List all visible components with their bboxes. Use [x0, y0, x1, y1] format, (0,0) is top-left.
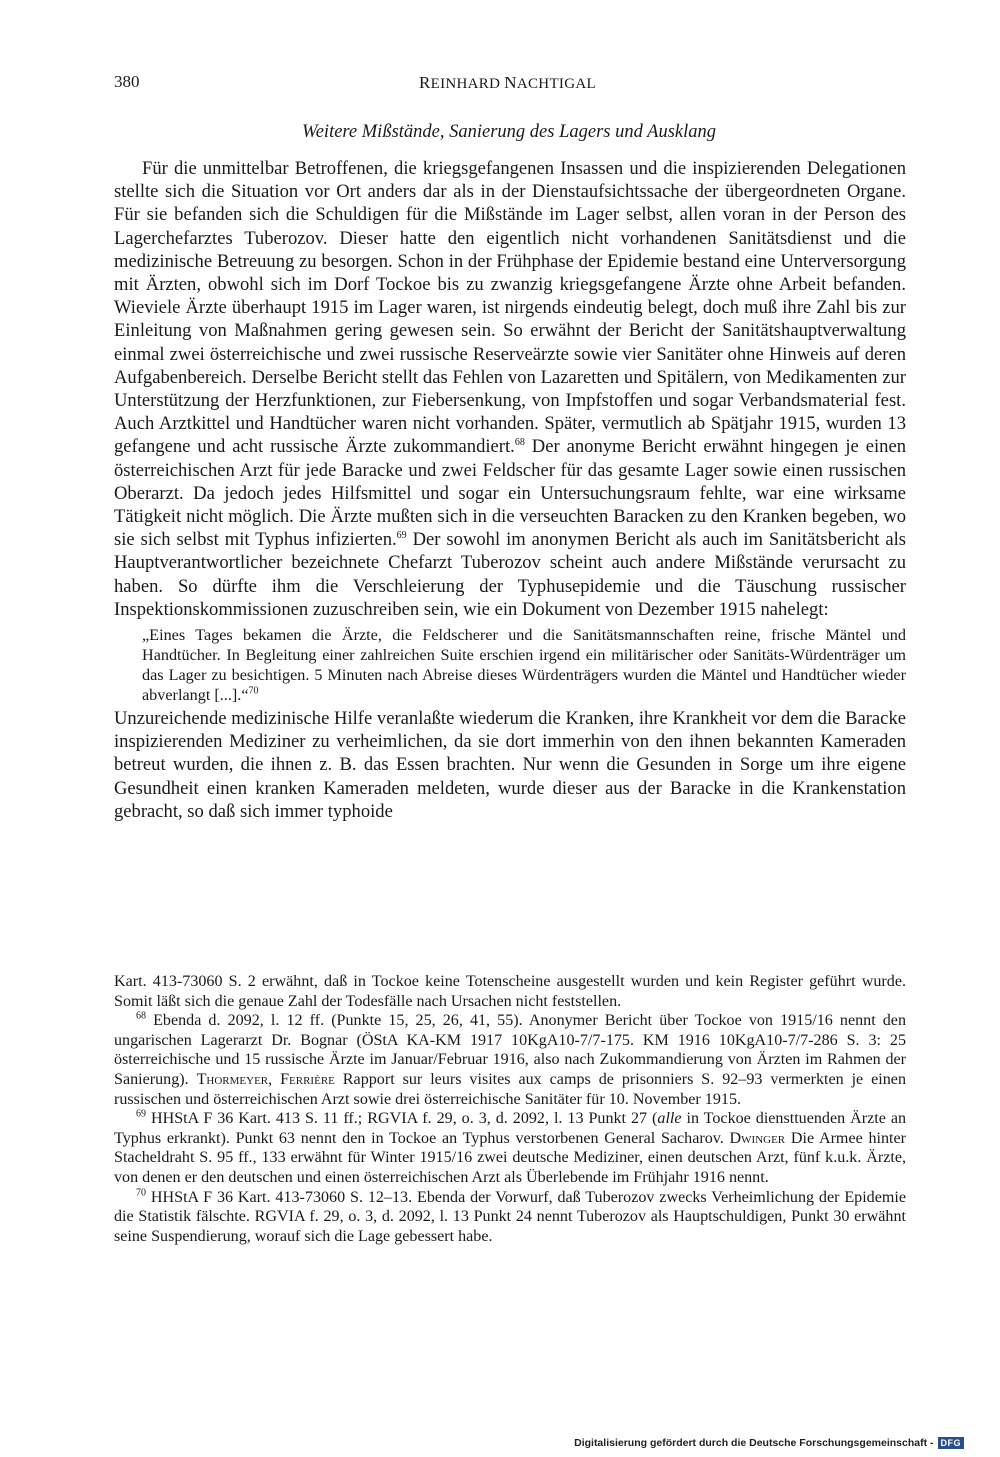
paragraph-1	[114, 157, 906, 621]
page-header	[114, 72, 914, 98]
footnote-68-text: Ebenda d. 2092, l. 12 ff. (Punkte 15, 25, 26, 41, 55). Anonymer Bericht über Tockoe von 1915/16 nennt den ungarischen Lagerarzt Dr. Bognar (ÖStA KA-KM 1917 10KgA10-7/7-175. KM 1916 10KgA10-7/7-286 S. 3: 25 österreichische und 15 russische Ärzte im Januar/Februar 1916, also nach Zukommandierung von Ärzten im Rahmen der Sanierung).	[114, 1012, 906, 1088]
running-head-rest-1: EINHARD	[430, 76, 501, 92]
footnote-68-tail: Rapport sur leurs visites aux camps de prisonniers S. 92–93 vermerkten je einen russischen und österreichischen Arzt sowie drei österreichische Sanitäter für 10. November 1915.	[114, 1070, 906, 1108]
footnote-69-text-2: in Tockoe diensttuenden Ärzte an Typhus erkrankt). Punkt 63 nennt den in Tockoe an Typhus verstorbenen General Sacharov.	[114, 1110, 907, 1147]
footnote-70	[114, 1188, 906, 1247]
footnote-ref-69: 69	[396, 530, 407, 542]
paragraph-1-part-3: Der sowohl im anonymen Bericht als auch im Sanitätsbericht als Hauptverantwortlicher bezeichnete Chefarzt Tuberozov scheint auch andere Mißstände verursacht zu haben. So dürfte ihm die Verschleierung der Typhusepidemie und die Täuschung russischer Inspektionskommissionen zuzuschreiben sein, wie ein Dokument von Dezember 1915 nahelegt:	[114, 529, 906, 620]
footnote-69-number: 69	[136, 1108, 146, 1120]
paragraph-1-part-2: Der anonyme Bericht erwähnt hingegen je einen österreichischen Arzt für jede Baracke und zwei Feldscher für das gesamte Lager sowie einen russischen Oberarzt. Da jedoch jedes Hilfsmittel und sogar ein Untersuchungsraum fehlte, war eine wirksame Tätigkeit nicht möglich. Die Ärzte mußten sich in die verseuchten Baracken zu den Kranken begeben, wo sie sich selbst mit Typhus infizierten.	[114, 436, 906, 551]
footnote-69-tail: Die Armee hinter Stacheldraht S. 95 ff., 133 erwähnt für Winter 1915/16 zwei deutsche Mediziner, einen deutschen Arzt, fünf k.u.k. Ärzte, von denen er den deutschen und einen österreichischen Arzt als Überlebende im Frühjahr 1916 nennt.	[114, 1129, 906, 1186]
running-head-rest-2: ACHTIGAL	[516, 76, 596, 92]
body-text	[114, 157, 906, 823]
running-head-initial-1: R	[419, 73, 431, 92]
footnotes	[114, 972, 906, 1246]
footnote-70-text: HHStA F 36 Kart. 413-73060 S. 12–13. Ebenda der Vorwurf, daß Tuberozov zwecks Verheimlichung der Epidemie die Statistik fälschte. RGVIA f. 29, o. 3, d. 2092, l. 13 Punkt 24 nennt Tuberozov als Hauptschuldigen, Punkt 30 erwähnt seine Suspendierung, worauf sich die Lage gebessert habe.	[114, 1188, 906, 1245]
page-number: 380	[114, 72, 140, 91]
footnote-ref-68: 68	[514, 437, 525, 449]
footnote-continuation: Kart. 413-73060 S. 2 erwähnt, daß in Tockoe keine Totenscheine ausgestellt wurden und kein Register geführt wurde. Somit läßt sich die genaue Zahl der Todesfälle nach Ursachen nicht feststellen.	[114, 973, 906, 1010]
footnote-69-author: Dwinger	[729, 1129, 786, 1147]
block-quote	[142, 625, 906, 705]
footnote-69	[114, 1109, 906, 1187]
footnote-ref-70: 70	[248, 685, 259, 697]
running-head-initial-2: N	[504, 73, 517, 92]
running-head	[419, 73, 596, 93]
footnote-70-number: 70	[136, 1187, 146, 1199]
paragraph-2: Unzureichende medizinische Hilfe veranlaßte wiederum die Kranken, ihre Krankheit vor dem die Baracke inspizierenden Mediziner zu verheimlichen, da sie dort immerhin von den ihnen bekannten Kameraden betreut wurden, die ihnen z. B. das Essen brachten. Nur wenn die Gesunden in Sorge um ihre eigene Gesundheit einen kranken Kameraden meldeten, wurde dieser aus der Baracke in die Krankenstation gebracht, so daß sich immer typhoide	[114, 708, 906, 822]
footnote-69-text: HHStA F 36 Kart. 413 S. 11 ff.; RGVIA f. 29, o. 3, d. 2092, l. 13 Punkt 27 (	[146, 1110, 658, 1128]
footnote-68-number: 68	[136, 1010, 146, 1022]
footnote-68	[114, 1011, 906, 1109]
footnote-69-italic: alle	[657, 1110, 682, 1128]
footnote-68-authors: Thormeyer, Ferrière	[196, 1070, 335, 1088]
paragraph-1-part-1: Für die unmittelbar Betroffenen, die kriegsgefangenen Insassen und die inspizierenden Delegationen stellte sich die Situation vor Ort anders dar als in der Dienstaufsichtssache der übergeordneten Organe. Für sie befanden sich die Schuldigen für die Mißstände im Lager selbst, allen voran in der Person des Lagerchefarztes Tuberozov. Dieser hatte den eigentlich nicht vorhandenen Sanitätsdienst und die medizinische Betreuung zu besorgen. Schon in der Frühphase der Epidemie bestand eine Unterversorgung mit Ärzten, obwohl sich im Dorf Tockoe bis zu zwanzig kriegsgefangene Ärzte ohne Arbeit befanden. Wieviele Ärzte überhaupt 1915 im Lager waren, ist nirgends eindeutig belegt, doch muß ihre Zahl bis zur Einleitung von Maßnahmen gering gewesen sein. So erwähnt der Bericht der Sanitätshauptverwaltung einmal zwei österreichische und zwei russische Reserveärzte sowie vier Sanitäter ohne Hinweis auf deren Aufgabenbereich. Derselbe Bericht stellt das Fehlen von Lazaretten und Spitälern, von Medikamenten zur Unterstützung der Herzfunktionen, zur Fiebersenkung, von Impfstoffen und sogar Verbandsmaterial fest. Auch Arztkittel und Handtücher waren nicht vorhanden. Später, vermutlich ab Spätjahr 1915, wurden 13 gefangene und acht russische Ärzte zukommandiert.	[114, 158, 906, 458]
digitization-credit	[574, 1437, 964, 1449]
digitization-credit-text: Digitalisierung gefördert durch die Deutsche Forschungsgemeinschaft -	[574, 1437, 934, 1449]
section-title: Weitere Mißstände, Sanierung des Lagers und Ausklang	[302, 122, 716, 142]
dfg-logo-icon: DFG	[938, 1437, 965, 1449]
block-quote-text: „Eines Tages bekamen die Ärzte, die Feldscherer und die Sanitätsmannschaften reine, frische Mäntel und Handtücher. In Begleitung einer zahlreichen Suite erschien irgend ein militärischer oder Sanitäts-Würdenträger um das Lager zu besichtigen. 5 Minuten nach Abreise dieses Würdenträgers wurden die Mäntel und Handtücher wieder abverlangt [...].“	[142, 626, 906, 705]
